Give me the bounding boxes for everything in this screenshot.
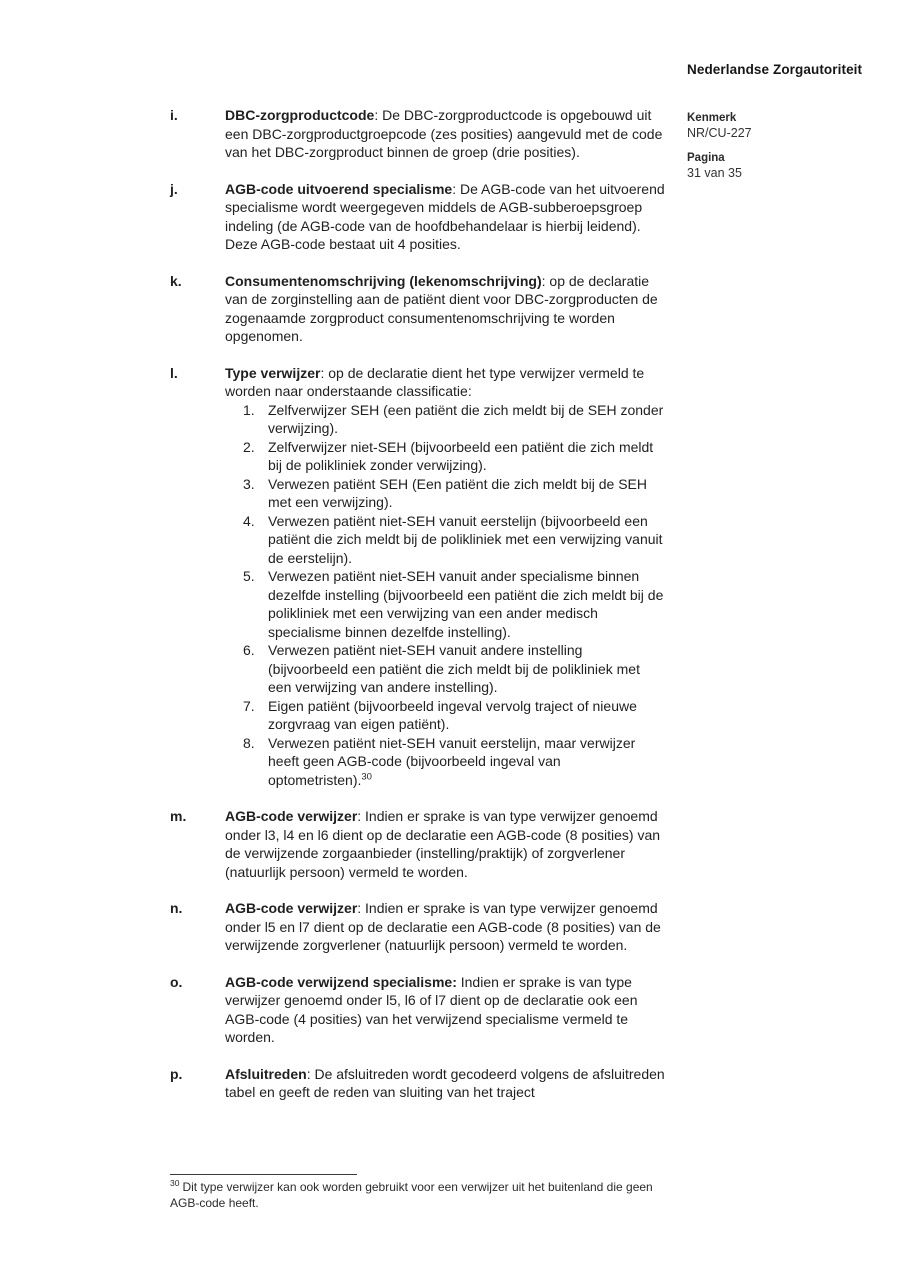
item-term: AGB-code verwijzer [225, 808, 358, 824]
item-description: : op de declaratie van de zorginstelling aan de patiënt dient voor DBC-zorgproducten de zogenaamde zorgproduct consumentenomschrijving te worden opgenomen. [225, 272, 658, 344]
subitem-text: Verwezen patiënt niet-SEH vanuit eerstelijn (bijvoorbeeld een patiënt die zich meldt bij de polikliniek met een verwijzing vanuit de eerstelijn). [268, 512, 663, 566]
item-description: : De DBC-zorgproductcode is opgebouwd uit een DBC-zorgproductgroepcode (zes posities) aangevuld met de code van het DBC-zorgproduct binnen de groep (drie posities). [225, 107, 663, 160]
item-letter: m. [170, 808, 187, 824]
item-intro [225, 364, 668, 401]
footnote-text: Dit type verwijzer kan ook worden gebruikt voor een verwijzer uit het buitenland die geen AGB-code heeft. [170, 1180, 653, 1210]
subitem-text-body: Verwezen patiënt niet-SEH vanuit eerstelijn, maar verwijzer heeft geen AGB-code (bijvoorbeeld ingeval van optometristen). [268, 734, 636, 788]
item-description: : De AGB-code van het uitvoerend specialisme wordt weergegeven middels de AGB-subberoepsgroep indeling (de AGB-code van de hoofdbehandelaar is hierbij leidend). Deze AGB-code bestaat uit 4 posities. [225, 180, 665, 252]
item-text [225, 364, 668, 790]
item-text [225, 807, 668, 881]
sub-list-item-8 [243, 734, 668, 790]
list-item-m [170, 807, 670, 881]
item-text [225, 973, 668, 1047]
subitem-text: Verwezen patiënt niet-SEH vanuit andere instelling (bijvoorbeeld een patiënt die zich meldt bij de polikliniek met een verwijzing van andere instelling). [268, 642, 640, 695]
sub-list-item-3 [243, 475, 668, 512]
item-text [225, 180, 668, 254]
item-term: AGB-code verwijzend specialisme: [225, 973, 457, 990]
subitem-number: 8. [243, 734, 255, 751]
item-term: Afsluitreden [225, 1065, 307, 1082]
subitem-text: Zelfverwijzer SEH (een patiënt die zich meldt bij de SEH zonder verwijzing). [268, 401, 664, 436]
item-term: AGB-code verwijzer [225, 900, 358, 916]
item-description: : De afsluitreden wordt gecodeerd volgens de afsluitreden tabel en geeft de reden van sluiting van het traject [225, 1065, 665, 1100]
sub-list-item-1 [243, 401, 668, 438]
subitem-number: 3. [243, 475, 255, 492]
item-term: Consumentenomschrijving (lekenomschrijving) [225, 272, 542, 289]
item-text [225, 106, 668, 162]
item-description: : Indien er sprake is van type verwijzer genoemd onder l5 en l7 dient op de declaratie een AGB-code (8 posities) van de verwijzende zorgverlener (natuurlijk persoon) vermeld te worden. [225, 900, 661, 953]
list-item-k [170, 272, 670, 346]
sub-list-item-6 [243, 641, 668, 697]
item-term: DBC-zorgproductcode [225, 107, 375, 123]
item-letter: p. [170, 1065, 183, 1082]
item-term: Type verwijzer [225, 364, 321, 381]
list-item-p [170, 1065, 670, 1102]
item-letter: n. [170, 900, 183, 916]
item-description: : op de declaratie dient het type verwijzer vermeld te worden naar onderstaande classificatie: [225, 364, 645, 399]
subitem-number: 7. [243, 697, 255, 714]
footnote [170, 1180, 680, 1211]
sub-list-item-4 [243, 512, 668, 568]
item-letter: k. [170, 272, 182, 289]
list-item-o [170, 973, 670, 1047]
item-letter: j. [170, 180, 178, 197]
subitem-text: Verwezen patiënt niet-SEH vanuit ander specialisme binnen dezelfde instelling (bijvoorbeeld een patiënt die zich meldt bij de polikliniek met een verwijzing van een ander medisch specialisme binnen dezelfde instelling). [268, 568, 664, 640]
list-item-l [170, 364, 670, 790]
footnote-reference: 30 [361, 770, 372, 782]
subitem-number: 2. [243, 438, 255, 455]
pagina-label: Pagina [687, 152, 725, 164]
sub-list-item-7 [243, 697, 668, 734]
item-letter: l. [170, 364, 178, 381]
sub-list-item-5 [243, 567, 668, 641]
kenmerk-label: Kenmerk [687, 112, 737, 124]
footnote-marker: 30 [170, 1178, 180, 1188]
item-text [225, 899, 668, 955]
subitem-text: Verwezen patiënt SEH (Een patiënt die zich meldt bij de SEH met een verwijzing). [268, 475, 647, 510]
item-letter: i. [170, 107, 178, 123]
list-item-j [170, 180, 670, 254]
list-item-n [170, 899, 670, 955]
subitem-number: 4. [243, 512, 255, 529]
item-description: : Indien er sprake is van type verwijzer genoemd onder l3, l4 en l6 dient op de declaratie een AGB-code (8 posities) van de verwijzende zorgaanbieder (instelling/praktijk) of zorgverlener (natuurlijk persoon) vermeld te worden. [225, 808, 661, 880]
pagina-value: 31 van 35 [687, 166, 742, 180]
subitem-text [268, 734, 665, 790]
kenmerk-value: NR/CU-227 [687, 126, 752, 140]
subitem-number: 5. [243, 568, 255, 584]
item-description: Indien er sprake is van type verwijzer genoemd onder l5, l6 of l7 dient op de declaratie ook een AGB-code (4 posities) van het verwijzend specialisme vermeld te worden. [225, 973, 638, 1045]
margin-metadata [687, 112, 867, 180]
lettered-list [170, 106, 670, 1120]
subitem-text: Zelfverwijzer niet-SEH (bijvoorbeeld een patiënt die zich meldt bij de polikliniek zonder verwijzing). [268, 438, 654, 473]
subitem-text: Eigen patiënt (bijvoorbeeld ingeval vervolg traject of nieuwe zorgvraag van eigen patiënt). [268, 697, 637, 732]
type-verwijzer-sublist [225, 401, 668, 790]
item-text [225, 272, 668, 346]
subitem-number: 1. [243, 401, 255, 418]
sub-list-item-2 [243, 438, 668, 475]
footnote-divider [170, 1174, 357, 1175]
item-letter: o. [170, 973, 183, 990]
item-text [225, 1065, 668, 1102]
brand-wordmark: Nederlandse Zorgautoriteit [687, 62, 863, 77]
subitem-number: 6. [243, 642, 255, 658]
pagina-group [687, 152, 867, 180]
kenmerk-group [687, 112, 867, 140]
list-item-i [170, 106, 670, 162]
item-term: AGB-code uitvoerend specialisme [225, 180, 453, 197]
